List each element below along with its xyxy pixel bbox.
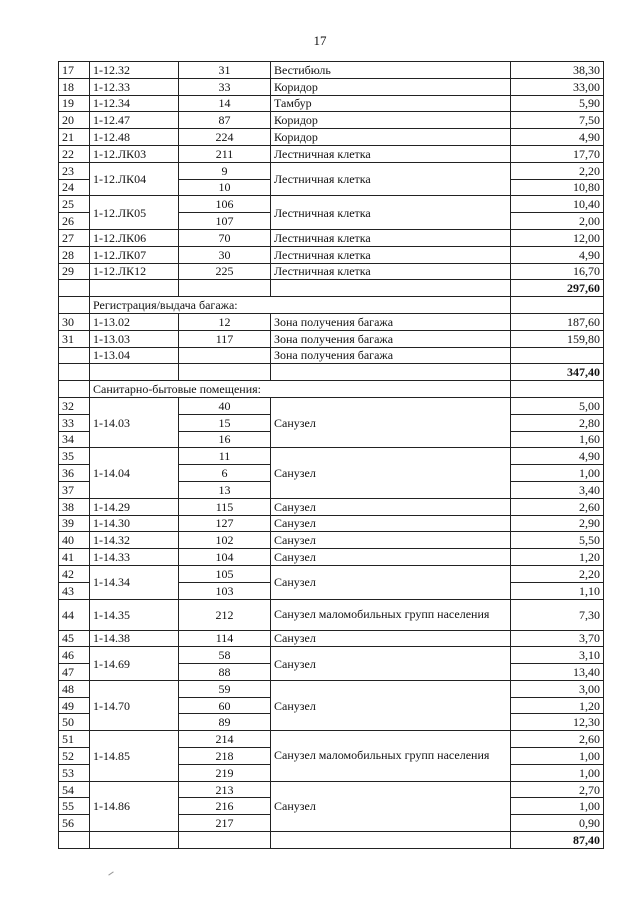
table-row [59, 78, 604, 95]
table-row [59, 196, 604, 213]
row-number: 30 [59, 313, 90, 330]
group-total: 347,40 [511, 364, 604, 381]
room-name: Вестибюль [271, 62, 511, 79]
room-number: 6 [179, 465, 271, 482]
table-row [59, 599, 604, 630]
room-area: 4,90 [511, 246, 604, 263]
room-code: 1-14.30 [90, 515, 179, 532]
page-number: 17 [313, 33, 327, 48]
table-row [59, 731, 604, 748]
room-area: 13,40 [511, 664, 604, 681]
row-number: 18 [59, 78, 90, 95]
room-number: 218 [179, 748, 271, 765]
table-row [59, 680, 604, 697]
row-number: 45 [59, 630, 90, 647]
room-number: 127 [179, 515, 271, 532]
table-row [59, 647, 604, 664]
room-area: 3,40 [511, 481, 604, 498]
room-number: 107 [179, 213, 271, 230]
row-number: 39 [59, 515, 90, 532]
section-row [59, 381, 604, 398]
room-area: 3,70 [511, 630, 604, 647]
room-code: 1-14.04 [90, 448, 179, 498]
row-number: 37 [59, 481, 90, 498]
table-row [59, 515, 604, 532]
room-area: 3,00 [511, 680, 604, 697]
room-number: 14 [179, 95, 271, 112]
table-row [59, 62, 604, 79]
room-name: Санузел [271, 397, 511, 447]
room-code: 1-13.02 [90, 313, 179, 330]
room-code: 1-12.ЛК07 [90, 246, 179, 263]
row-number: 31 [59, 330, 90, 347]
row-number: 46 [59, 647, 90, 664]
room-code: 1-12.33 [90, 78, 179, 95]
room-area: 38,30 [511, 62, 604, 79]
room-area: 2,60 [511, 498, 604, 515]
table-row [59, 95, 604, 112]
room-area: 4,90 [511, 448, 604, 465]
room-code: 1-14.29 [90, 498, 179, 515]
group-total: 87,40 [511, 832, 604, 849]
room-area: 3,10 [511, 647, 604, 664]
row-number: 47 [59, 664, 90, 681]
row-number: 51 [59, 731, 90, 748]
room-code: 1-12.32 [90, 62, 179, 79]
room-area: 2,60 [511, 731, 604, 748]
room-number: 105 [179, 565, 271, 582]
room-code: 1-12.ЛК06 [90, 229, 179, 246]
row-number: 41 [59, 549, 90, 566]
room-area: 5,50 [511, 532, 604, 549]
row-number: 35 [59, 448, 90, 465]
room-area: 2,20 [511, 565, 604, 582]
table-row [59, 498, 604, 515]
room-number: 59 [179, 680, 271, 697]
room-name: Санузел [271, 630, 511, 647]
room-area: 2,90 [511, 515, 604, 532]
row-number: 34 [59, 431, 90, 448]
room-name: Лестничная клетка [271, 229, 511, 246]
room-area: 16,70 [511, 263, 604, 280]
row-number: 24 [59, 179, 90, 196]
row-number: 48 [59, 680, 90, 697]
row-number: 23 [59, 162, 90, 179]
room-number: 89 [179, 714, 271, 731]
room-name: Лестничная клетка [271, 162, 511, 196]
room-name: Санузел [271, 549, 511, 566]
room-name: Санузел [271, 448, 511, 498]
room-number: 219 [179, 764, 271, 781]
room-number: 40 [179, 397, 271, 414]
row-number: 42 [59, 565, 90, 582]
row-number: 43 [59, 582, 90, 599]
room-area: 12,30 [511, 714, 604, 731]
row-number: 50 [59, 714, 90, 731]
room-name: Санузел [271, 515, 511, 532]
room-code: 1-12.ЛК12 [90, 263, 179, 280]
room-area: 2,70 [511, 781, 604, 798]
table-row [59, 229, 604, 246]
row-number: 25 [59, 196, 90, 213]
row-number: 29 [59, 263, 90, 280]
section-row [59, 297, 604, 314]
room-code: 1-12.ЛК05 [90, 196, 179, 230]
row-number: 49 [59, 697, 90, 714]
total-row [59, 280, 604, 297]
room-number: 102 [179, 532, 271, 549]
room-number: 106 [179, 196, 271, 213]
room-area: 1,00 [511, 764, 604, 781]
room-name: Тамбур [271, 95, 511, 112]
table-row [59, 549, 604, 566]
room-area: 2,80 [511, 414, 604, 431]
room-name: Лестничная клетка [271, 246, 511, 263]
room-area: 0,90 [511, 815, 604, 832]
room-number: 12 [179, 313, 271, 330]
room-number: 117 [179, 330, 271, 347]
room-number: 70 [179, 229, 271, 246]
room-number [179, 347, 271, 364]
room-area: 1,60 [511, 431, 604, 448]
room-name: Санузел [271, 532, 511, 549]
row-number: 20 [59, 112, 90, 129]
room-number: 214 [179, 731, 271, 748]
row-number: 52 [59, 748, 90, 765]
room-number: 31 [179, 62, 271, 79]
row-number: 21 [59, 129, 90, 146]
room-number: 87 [179, 112, 271, 129]
room-name: Санузел [271, 680, 511, 730]
table-row [59, 129, 604, 146]
room-code: 1-12.ЛК03 [90, 145, 179, 162]
room-area: 10,40 [511, 196, 604, 213]
room-area: 1,20 [511, 549, 604, 566]
room-area: 5,00 [511, 397, 604, 414]
table-row [59, 630, 604, 647]
room-name: Коридор [271, 112, 511, 129]
room-number: 225 [179, 263, 271, 280]
room-area: 10,80 [511, 179, 604, 196]
row-number: 32 [59, 397, 90, 414]
pen-mark [108, 871, 113, 875]
table-row [59, 448, 604, 465]
row-number: 28 [59, 246, 90, 263]
room-number: 115 [179, 498, 271, 515]
table-row [59, 565, 604, 582]
room-number: 30 [179, 246, 271, 263]
room-number: 216 [179, 798, 271, 815]
room-area: 33,00 [511, 78, 604, 95]
table-row [59, 145, 604, 162]
room-area: 7,50 [511, 112, 604, 129]
room-number: 10 [179, 179, 271, 196]
room-code: 1-14.38 [90, 630, 179, 647]
room-name: Санузел [271, 565, 511, 599]
room-code: 1-14.70 [90, 680, 179, 730]
table-row [59, 313, 604, 330]
room-number: 213 [179, 781, 271, 798]
room-area: 159,80 [511, 330, 604, 347]
room-code: 1-12.34 [90, 95, 179, 112]
room-name: Зона получения багажа [271, 313, 511, 330]
room-number: 212 [179, 599, 271, 630]
room-area: 1,00 [511, 465, 604, 482]
room-name: Санузел [271, 781, 511, 831]
row-number: 19 [59, 95, 90, 112]
row-number: 22 [59, 145, 90, 162]
room-code: 1-14.86 [90, 781, 179, 831]
section-title: Регистрация/выдача багажа: [90, 297, 511, 314]
room-name: Санузел [271, 647, 511, 681]
row-number: 36 [59, 465, 90, 482]
group-total: 297,60 [511, 280, 604, 297]
room-number: 33 [179, 78, 271, 95]
row-number: 44 [59, 599, 90, 630]
table-row [59, 347, 604, 364]
row-number: 38 [59, 498, 90, 515]
row-number: 53 [59, 764, 90, 781]
row-number: 26 [59, 213, 90, 230]
total-row [59, 832, 604, 849]
room-name: Лестничная клетка [271, 196, 511, 230]
table-row [59, 330, 604, 347]
room-name: Коридор [271, 78, 511, 95]
room-name: Зона получения багажа [271, 330, 511, 347]
row-number: 27 [59, 229, 90, 246]
table-row [59, 397, 604, 414]
room-number: 88 [179, 664, 271, 681]
room-area: 4,90 [511, 129, 604, 146]
row-number: 55 [59, 798, 90, 815]
row-number: 40 [59, 532, 90, 549]
table-row [59, 781, 604, 798]
room-area: 12,00 [511, 229, 604, 246]
row-number: 17 [59, 62, 90, 79]
room-area: 1,10 [511, 582, 604, 599]
row-number: 56 [59, 815, 90, 832]
total-row [59, 364, 604, 381]
room-name: Санузел маломобильных групп населения [271, 599, 511, 630]
room-area [511, 347, 604, 364]
room-code: 1-14.35 [90, 599, 179, 630]
room-number: 13 [179, 481, 271, 498]
room-area: 1,00 [511, 798, 604, 815]
room-code: 1-13.04 [90, 347, 179, 364]
room-number: 16 [179, 431, 271, 448]
room-code: 1-12.47 [90, 112, 179, 129]
row-number: 54 [59, 781, 90, 798]
room-code: 1-14.85 [90, 731, 179, 781]
room-area: 7,30 [511, 599, 604, 630]
room-number: 15 [179, 414, 271, 431]
room-name: Лестничная клетка [271, 145, 511, 162]
room-code: 1-13.03 [90, 330, 179, 347]
section-title: Санитарно-бытовые помещения: [90, 381, 511, 398]
room-code: 1-14.33 [90, 549, 179, 566]
room-area: 5,90 [511, 95, 604, 112]
room-area: 2,20 [511, 162, 604, 179]
room-code: 1-12.48 [90, 129, 179, 146]
room-name: Санузел маломобильных групп населения [271, 731, 511, 781]
table-row [59, 112, 604, 129]
room-code: 1-14.69 [90, 647, 179, 681]
room-number: 114 [179, 630, 271, 647]
room-area: 1,20 [511, 697, 604, 714]
room-number: 217 [179, 815, 271, 832]
room-area: 187,60 [511, 313, 604, 330]
room-number: 211 [179, 145, 271, 162]
room-number: 104 [179, 549, 271, 566]
room-number: 103 [179, 582, 271, 599]
room-number: 11 [179, 448, 271, 465]
room-name: Коридор [271, 129, 511, 146]
room-area: 1,00 [511, 748, 604, 765]
table-row [59, 263, 604, 280]
room-code: 1-14.34 [90, 565, 179, 599]
room-number: 60 [179, 697, 271, 714]
room-name: Лестничная клетка [271, 263, 511, 280]
table-row [59, 162, 604, 179]
room-code: 1-12.ЛК04 [90, 162, 179, 196]
room-name: Санузел [271, 498, 511, 515]
room-name: Зона получения багажа [271, 347, 511, 364]
room-number: 224 [179, 129, 271, 146]
room-area: 2,00 [511, 213, 604, 230]
room-number: 58 [179, 647, 271, 664]
table-row [59, 532, 604, 549]
room-code: 1-14.03 [90, 397, 179, 447]
row-number [59, 347, 90, 364]
row-number: 33 [59, 414, 90, 431]
room-code: 1-14.32 [90, 532, 179, 549]
table-row [59, 246, 604, 263]
room-number: 9 [179, 162, 271, 179]
room-area: 17,70 [511, 145, 604, 162]
premises-table [58, 61, 604, 849]
